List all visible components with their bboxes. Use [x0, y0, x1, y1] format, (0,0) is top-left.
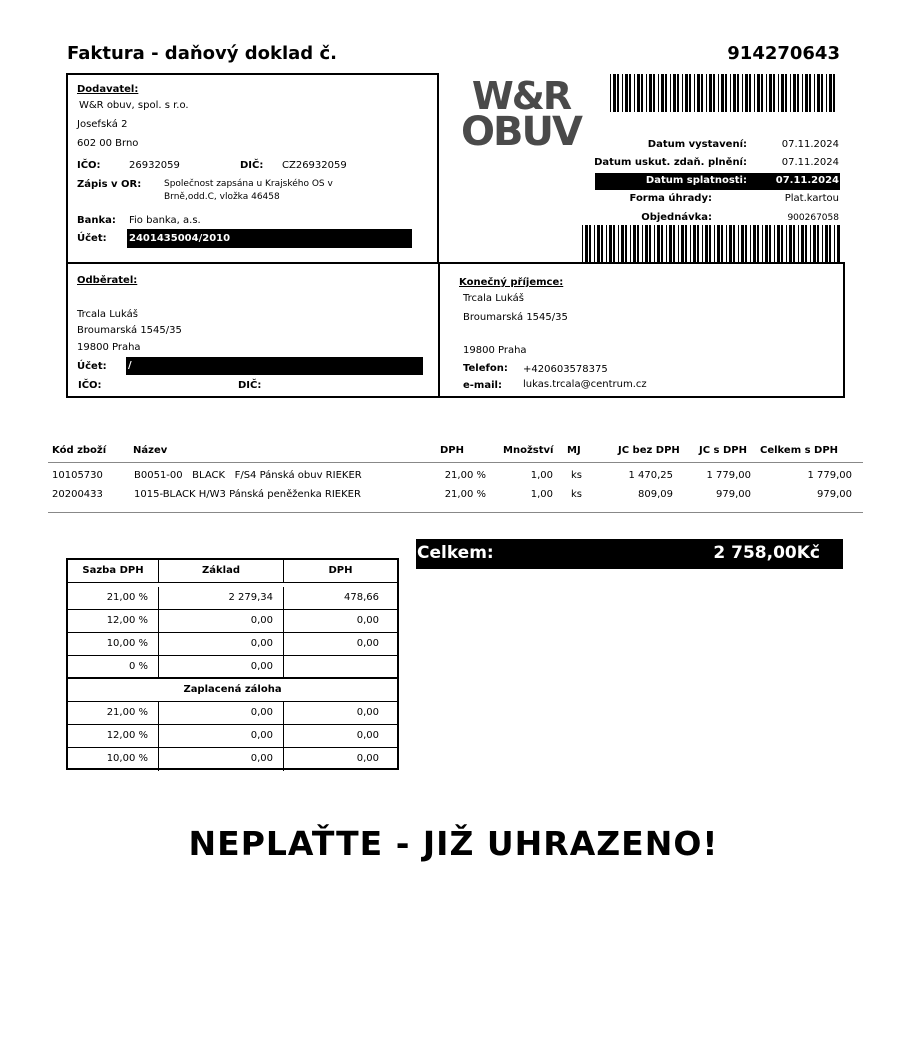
payment-method: Plat.kartou: [784, 193, 839, 204]
barcode-bar: [613, 225, 615, 262]
supplier-street: Josefská 2: [77, 119, 128, 130]
deposit-amount: 0,00: [356, 730, 379, 741]
barcode-bar: [834, 225, 835, 262]
taxable-label: Datum uskut. zdaň. plnění:: [594, 157, 747, 168]
table-row: [68, 702, 397, 725]
item-qty: 1,00: [530, 489, 553, 500]
col-total-header: Celkem s DPH: [760, 445, 839, 456]
barcode-bar: [825, 225, 828, 262]
barcode-bar: [757, 74, 760, 112]
item-vat: 21,00 %: [444, 489, 486, 500]
vat-rate: 21,00 %: [68, 587, 159, 609]
barcode-bar: [661, 74, 664, 112]
barcode-bar: [822, 225, 823, 262]
supplier-or-label: Zápis v OR:: [77, 179, 142, 190]
barcode-bar: [810, 225, 811, 262]
barcode-bar: [761, 74, 763, 112]
barcode-bar: [757, 225, 759, 262]
vat-amount: [284, 656, 397, 677]
barcode-bar: [670, 74, 671, 112]
barcode-bar: [817, 225, 819, 262]
items-footer-divider: [48, 512, 863, 513]
invoice-number: 914270643: [727, 43, 840, 64]
supplier-box: [66, 73, 439, 264]
order-number: 900267058: [787, 213, 839, 223]
barcode-bar: [706, 74, 707, 112]
barcode-bar: [713, 74, 715, 112]
barcode-bar: [745, 225, 747, 262]
barcode-bar: [790, 74, 791, 112]
barcode-bar: [690, 225, 691, 262]
barcode-bar: [817, 74, 820, 112]
barcode-bar: [649, 225, 651, 262]
barcode-bar: [589, 225, 591, 262]
barcode-bar: [725, 74, 727, 112]
barcode-bar: [789, 225, 792, 262]
issued-date: 07.11.2024: [781, 139, 839, 150]
barcode-bar: [721, 74, 724, 112]
col-unit-header: MJ: [567, 445, 581, 456]
table-row: [68, 656, 397, 679]
recipient-city: 19800 Praha: [463, 345, 527, 356]
barcode-bar: [617, 74, 619, 112]
logo-line2: OBUV: [461, 109, 581, 155]
barcode-bar: [678, 225, 679, 262]
barcode-bar: [781, 74, 784, 112]
vat-summary-table: [66, 558, 399, 770]
vat-base: 0,00: [159, 610, 284, 632]
barcode-bar: [714, 225, 715, 262]
barcode-bar: [750, 225, 751, 262]
barcode-bar: [821, 74, 823, 112]
barcode-bar: [665, 74, 667, 112]
barcode-bar: [777, 225, 780, 262]
deposit-amount: 0,00: [356, 707, 379, 718]
col-price-header: JC bez DPH: [618, 445, 680, 456]
item-code: 10105730: [52, 470, 103, 481]
barcode-bar: [673, 74, 676, 112]
deposit-rate: 21,00 %: [68, 702, 159, 724]
barcode-bar: [654, 225, 655, 262]
barcode-top-icon: [610, 74, 840, 112]
deposit-heading-row: [68, 679, 397, 702]
taxable-date: 07.11.2024: [781, 157, 839, 168]
barcode-bar: [709, 74, 712, 112]
customer-street: Broumarská 1545/35: [77, 325, 182, 336]
supplier-city: 602 00 Brno: [77, 138, 139, 149]
issued-label: Datum vystavení:: [647, 139, 747, 150]
vat-rate-header: Sazba DPH: [68, 560, 159, 582]
deposit-base: 0,00: [159, 725, 284, 747]
supplier-bank: Fio banka, a.s.: [129, 215, 201, 226]
vat-base: 0,00: [159, 633, 284, 655]
item-name: 1015-BLACK H/W3 Pánská peněženka RIEKER: [134, 489, 361, 500]
barcode-bar: [726, 225, 727, 262]
item-price: 1 470,25: [628, 470, 673, 481]
barcode-bar: [833, 74, 835, 112]
barcode-bar: [642, 225, 643, 262]
barcode-bar: [805, 74, 808, 112]
barcode-bar: [749, 74, 751, 112]
barcode-bar: [702, 225, 703, 262]
barcode-bar: [718, 74, 719, 112]
supplier-ico: 26932059: [129, 160, 180, 171]
barcode-bar: [737, 74, 739, 112]
recipient-email[interactable]: lukas.trcala@centrum.cz: [523, 379, 647, 390]
customer-ico-label: IČO:: [78, 380, 102, 391]
barcode-bar: [681, 225, 684, 262]
barcode-bar: [677, 74, 679, 112]
recipient-heading: Konečný příjemce:: [459, 277, 564, 288]
barcode-bar: [766, 74, 767, 112]
barcode-bar: [781, 225, 783, 262]
deposit-heading: Zaplacená záloha: [183, 684, 282, 695]
barcode-bar: [745, 74, 748, 112]
barcode-bar: [646, 74, 647, 112]
barcode-bar: [769, 225, 771, 262]
barcode-bar: [693, 225, 696, 262]
supplier-heading: Dodavatel:: [77, 84, 139, 95]
barcode-bar: [717, 225, 720, 262]
barcode-bar: [733, 225, 735, 262]
barcode-bar: [829, 225, 831, 262]
barcode-bar: [685, 74, 688, 112]
supplier-name: W&R obuv, spol. s r.o.: [79, 100, 189, 111]
item-name: B0051-00 BLACK F/S4 Pánská obuv RIEKER: [134, 470, 362, 481]
supplier-dic: CZ26932059: [282, 160, 347, 171]
vat-amount-header: DPH: [328, 565, 353, 576]
barcode-bar: [601, 225, 603, 262]
barcode-bar: [805, 225, 807, 262]
barcode-bar: [753, 225, 756, 262]
barcode-bar: [633, 225, 636, 262]
barcode-bar: [637, 225, 639, 262]
barcode-bar: [622, 74, 623, 112]
barcode-bar: [738, 225, 739, 262]
col-code-header: Kód zboží: [52, 445, 107, 456]
item-total: 979,00: [817, 489, 852, 500]
barcode-bar: [829, 74, 832, 112]
barcode-bar: [666, 225, 667, 262]
col-qty-header: Množství: [503, 445, 554, 456]
barcode-bar: [798, 225, 799, 262]
table-row: [68, 587, 397, 610]
items-header-divider: [48, 462, 863, 463]
supplier-account-label: Účet:: [77, 233, 107, 244]
customer-city: 19800 Praha: [77, 342, 141, 353]
barcode-bar: [721, 225, 723, 262]
barcode-bar: [697, 74, 700, 112]
barcode-bar: [802, 74, 803, 112]
paid-notice: NEPLAŤTE - JIŽ UHRAZENO!: [188, 824, 719, 863]
customer-dic-label: DIČ:: [238, 380, 262, 391]
logo-line1: W&R: [471, 74, 571, 118]
barcode-bar: [653, 74, 655, 112]
barcode-bar: [697, 225, 699, 262]
table-row: [68, 725, 397, 748]
barcode-bar: [594, 225, 595, 262]
barcode-bar: [769, 74, 772, 112]
table-row: [48, 470, 863, 484]
item-price-vat: 1 779,00: [706, 470, 751, 481]
barcode-bar: [837, 225, 840, 262]
recipient-email-label: e-mail:: [463, 380, 502, 391]
table-row: [48, 489, 863, 503]
vat-rate: 10,00 %: [68, 633, 159, 655]
barcode-bottom-icon: [582, 225, 840, 262]
table-row: [68, 633, 397, 656]
barcode-bar: [730, 74, 731, 112]
barcode-bar: [613, 74, 616, 112]
barcode-bar: [658, 74, 659, 112]
recipient-phone: +420603578375: [523, 364, 608, 375]
item-price-vat: 979,00: [716, 489, 751, 500]
customer-box: [66, 262, 440, 398]
deposit-amount: 0,00: [356, 753, 379, 764]
barcode-bar: [729, 225, 732, 262]
supplier-ico-label: IČO:: [77, 160, 101, 171]
invoice-title: Faktura - daňový doklad č.: [67, 43, 337, 64]
barcode-bar: [582, 225, 583, 262]
barcode-bar: [610, 74, 611, 112]
barcode-bar: [657, 225, 660, 262]
barcode-bar: [814, 74, 815, 112]
barcode-bar: [629, 74, 631, 112]
barcode-bar: [585, 225, 588, 262]
barcode-bar: [809, 74, 811, 112]
barcode-bar: [786, 225, 787, 262]
barcode-bar: [606, 225, 607, 262]
barcode-bar: [625, 225, 627, 262]
barcode-bar: [785, 74, 787, 112]
barcode-bar: [741, 225, 744, 262]
barcode-bar: [813, 225, 816, 262]
customer-account: /: [126, 357, 423, 375]
total-label: Celkem:: [417, 543, 494, 563]
barcode-bar: [625, 74, 628, 112]
vat-rate: 12,00 %: [68, 610, 159, 632]
barcode-bar: [682, 74, 683, 112]
barcode-bar: [609, 225, 612, 262]
vat-rate: 0 %: [68, 656, 159, 677]
barcode-bar: [773, 74, 775, 112]
barcode-bar: [649, 74, 652, 112]
barcode-bar: [793, 74, 796, 112]
barcode-bar: [765, 225, 768, 262]
col-price-vat-header: JC s DPH: [699, 445, 747, 456]
vat-base: 0,00: [159, 656, 284, 677]
barcode-bar: [597, 225, 600, 262]
barcode-bar: [618, 225, 619, 262]
barcode-bar: [701, 74, 703, 112]
barcode-bar: [689, 74, 691, 112]
barcode-bar: [685, 225, 687, 262]
item-qty: 1,00: [530, 470, 553, 481]
item-unit: ks: [571, 489, 583, 500]
payment-label: Forma úhrady:: [629, 193, 712, 204]
items-table: [48, 442, 863, 517]
barcode-bar: [797, 74, 799, 112]
vat-header-row: [68, 560, 397, 583]
barcode-bar: [645, 225, 648, 262]
recipient-phone-label: Telefon:: [463, 363, 508, 374]
barcode-bar: [637, 74, 640, 112]
item-price: 809,09: [638, 489, 673, 500]
vat-amount: 0,00: [356, 638, 379, 649]
deposit-rate: 12,00 %: [68, 725, 159, 747]
barcode-bar: [742, 74, 743, 112]
total-bar: [416, 539, 843, 569]
deposit-base: 0,00: [159, 702, 284, 724]
supplier-or-line1: Společnost zapsána u Krajského OS v: [164, 179, 333, 189]
vat-amount: 478,66: [344, 592, 379, 603]
barcode-bar: [793, 225, 795, 262]
barcode-bar: [733, 74, 736, 112]
due-bar: [595, 173, 840, 190]
customer-account-label: Účet:: [77, 361, 107, 372]
total-value: 2 758,00Kč: [713, 543, 820, 563]
barcode-bar: [778, 74, 779, 112]
due-date: 07.11.2024: [775, 175, 839, 186]
supplier-dic-label: DIČ:: [240, 160, 264, 171]
recipient-name: Trcala Lukáš: [463, 293, 524, 304]
vat-base: 2 279,34: [159, 587, 284, 609]
barcode-bar: [801, 225, 804, 262]
barcode-bar: [754, 74, 755, 112]
supplier-bank-label: Banka:: [77, 215, 116, 226]
supplier-account: 2401435004/2010: [127, 229, 412, 248]
barcode-bar: [641, 74, 643, 112]
barcode-bar: [762, 225, 763, 262]
barcode-bar: [661, 225, 663, 262]
due-label: Datum splatnosti:: [645, 175, 747, 186]
vat-base-header: Základ: [159, 560, 284, 582]
vat-amount: 0,00: [356, 615, 379, 626]
table-row: [68, 748, 397, 771]
customer-heading: Odběratel:: [77, 275, 138, 286]
item-code: 20200433: [52, 489, 103, 500]
col-vat-header: DPH: [440, 445, 464, 456]
barcode-bar: [634, 74, 635, 112]
recipient-box: [438, 262, 845, 398]
supplier-or-line2: Brně,odd.C, vložka 46458: [164, 192, 280, 202]
item-vat: 21,00 %: [444, 470, 486, 481]
deposit-base: 0,00: [159, 748, 284, 771]
barcode-bar: [621, 225, 624, 262]
item-total: 1 779,00: [807, 470, 852, 481]
col-name-header: Název: [133, 445, 168, 456]
barcode-bar: [826, 74, 827, 112]
recipient-street: Broumarská 1545/35: [463, 312, 568, 323]
customer-name: Trcala Lukáš: [77, 309, 138, 320]
barcode-bar: [705, 225, 708, 262]
deposit-rate: 10,00 %: [68, 748, 159, 771]
barcode-bar: [630, 225, 631, 262]
order-label: Objednávka:: [641, 212, 712, 223]
barcode-bar: [774, 225, 775, 262]
barcode-bar: [709, 225, 711, 262]
barcode-bar: [673, 225, 675, 262]
item-unit: ks: [571, 470, 583, 481]
barcode-bar: [694, 74, 695, 112]
table-row: [68, 610, 397, 633]
barcode-bar: [669, 225, 672, 262]
